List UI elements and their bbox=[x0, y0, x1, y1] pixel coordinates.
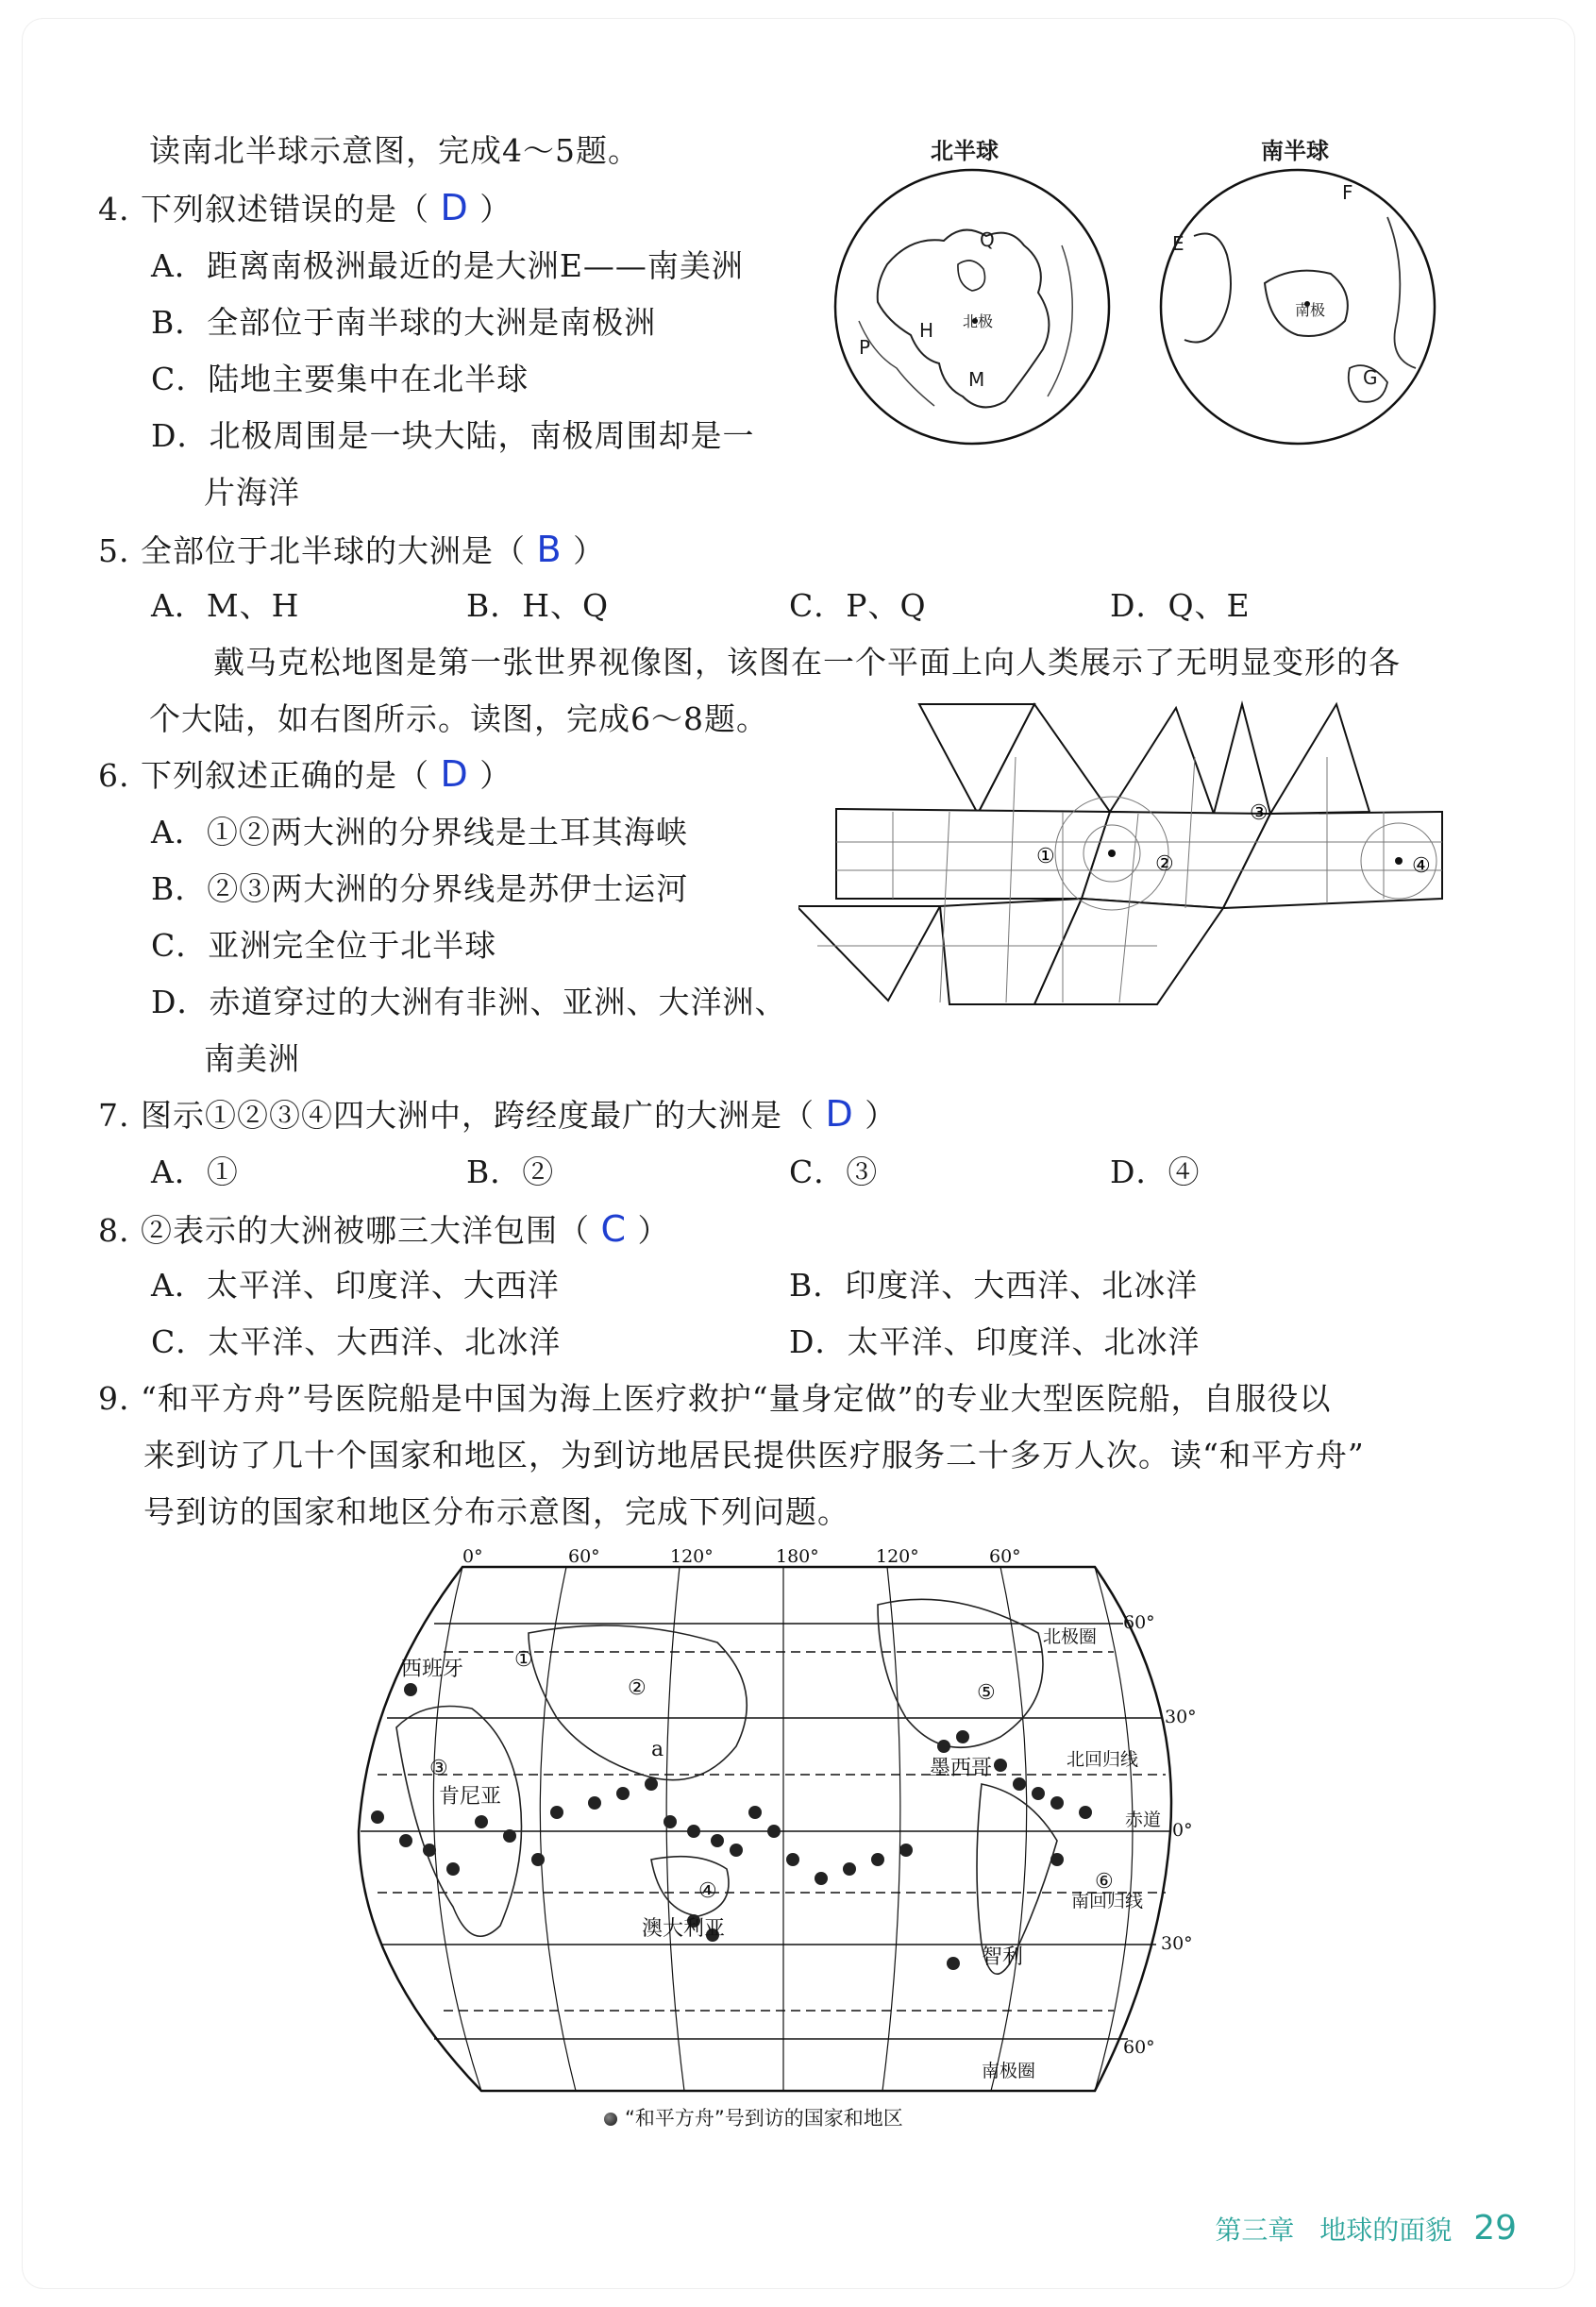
stem-close: ） bbox=[637, 1212, 670, 1249]
tropic-cancer-label: 北回归线 bbox=[1067, 1749, 1139, 1770]
visit-dot bbox=[843, 1862, 856, 1876]
visit-dot bbox=[730, 1844, 743, 1857]
dymaxion-map bbox=[798, 700, 1450, 1012]
option-b: B．② bbox=[466, 1154, 555, 1190]
visit-dot bbox=[786, 1853, 799, 1866]
option-a: A．① bbox=[151, 1154, 239, 1190]
visit-dot bbox=[937, 1740, 950, 1753]
visit-dot bbox=[550, 1806, 563, 1819]
visit-dot bbox=[767, 1825, 781, 1838]
visit-dot bbox=[748, 1806, 762, 1819]
visit-dot bbox=[1050, 1853, 1064, 1866]
lon-label-5: 60° bbox=[989, 1548, 1021, 1567]
stem-close: ） bbox=[479, 191, 512, 227]
lon-label-1: 60° bbox=[568, 1548, 600, 1567]
lat-label-60s: 60° bbox=[1123, 2037, 1155, 2058]
option-d: D．赤道穿过的大洲有非洲、亚洲、大洋洲、 bbox=[151, 984, 787, 1020]
visit-dot bbox=[616, 1787, 630, 1800]
place-label-kenya: 肯尼亚 bbox=[439, 1785, 502, 1809]
option-c: C．P、Q bbox=[789, 587, 927, 624]
question-9-line-2: 来到访了几十个国家和地区，为到访地居民提供医疗服务二十多万人次。读“和平方舟” bbox=[143, 1437, 1365, 1473]
legend-text: “和平方舟”号到访的国家和地区 bbox=[625, 2107, 903, 2130]
visit-dot bbox=[871, 1853, 884, 1866]
option-c: C．亚洲完全位于北半球 bbox=[151, 927, 497, 964]
option-d-continued: 南美洲 bbox=[204, 1040, 300, 1077]
visit-dot bbox=[1079, 1806, 1092, 1819]
option-a: A．距离南极洲最近的是大洲E——南美洲 bbox=[151, 247, 744, 284]
question-stem: 6. 下列叙述正确的是（ bbox=[98, 757, 429, 794]
visit-dot bbox=[531, 1853, 545, 1866]
region-label-4: ④ bbox=[1412, 854, 1431, 878]
page-number: 29 bbox=[1473, 2209, 1517, 2248]
north-hemisphere-title: 北半球 bbox=[931, 138, 999, 164]
tropic-capricorn-label: 南回归线 bbox=[1071, 1891, 1144, 1911]
visit-dot bbox=[899, 1844, 913, 1857]
south-label-e: E bbox=[1172, 232, 1184, 255]
intro-text-2-cont: 个大陆，如右图所示。读图，完成6～8题。 bbox=[149, 700, 768, 737]
option-c: C．陆地主要集中在北半球 bbox=[151, 361, 529, 397]
region-label-2: ② bbox=[1155, 852, 1174, 876]
south-hemisphere-title: 南半球 bbox=[1261, 138, 1329, 164]
option-b: B．印度洋、大西洋、北冰洋 bbox=[789, 1267, 1199, 1304]
region-label-3: ③ bbox=[1250, 801, 1268, 825]
option-c: C．太平洋、大西洋、北冰洋 bbox=[151, 1323, 562, 1360]
region-number-5: ⑤ bbox=[977, 1681, 996, 1705]
question-9-line-3: 号到访的国家和地区分布示意图，完成下列问题。 bbox=[143, 1493, 849, 1530]
stem-close: ） bbox=[573, 532, 606, 569]
stem-close: ） bbox=[865, 1097, 898, 1134]
intro-text-1: 读南北半球示意图，完成4～5题。 bbox=[149, 132, 640, 169]
question-7 bbox=[98, 1095, 897, 1135]
option-a: A．M、H bbox=[151, 587, 300, 624]
question-4 bbox=[98, 189, 512, 228]
visit-dot bbox=[664, 1815, 677, 1828]
question-9-line-1: 9. “和平方舟”号医院船是中国为海上医疗救护“量身定做”的专业大型医院船，自服役以 bbox=[98, 1380, 1332, 1417]
map-legend bbox=[604, 2103, 903, 2131]
visit-dot bbox=[687, 1825, 700, 1838]
lat-label-0: 0° bbox=[1172, 1820, 1193, 1841]
lon-label-2: 120° bbox=[670, 1548, 714, 1567]
option-b: B．全部位于南半球的大洲是南极洲 bbox=[151, 304, 657, 341]
visit-dot bbox=[1032, 1787, 1045, 1800]
visit-dot bbox=[475, 1815, 488, 1828]
question-stem: 7. 图示①②③④四大洲中，跨经度最广的大洲是（ bbox=[98, 1097, 815, 1134]
intro-text-2: 戴马克松地图是第一张世界视像图，该图在一个平面上向人类展示了无明显变形的各 bbox=[213, 644, 1401, 681]
answer-mark: B bbox=[536, 529, 563, 570]
hemisphere-figure bbox=[821, 132, 1444, 458]
lat-label-30n: 30° bbox=[1165, 1707, 1197, 1727]
option-b: B．②③两大洲的分界线是苏伊士运河 bbox=[151, 870, 689, 907]
antarctic-circle-label: 南极圈 bbox=[982, 2061, 1036, 2081]
question-stem: 5. 全部位于北半球的大洲是（ bbox=[98, 532, 526, 569]
visit-dot bbox=[404, 1683, 417, 1696]
option-c: C．③ bbox=[789, 1154, 879, 1190]
north-label-p: P bbox=[859, 336, 871, 359]
chapter-title: 地球的面貌 bbox=[1319, 2214, 1453, 2246]
place-label-mexico: 墨西哥 bbox=[930, 1757, 993, 1780]
option-a: A．太平洋、印度洋、大西洋 bbox=[151, 1267, 560, 1304]
option-d-continued: 片海洋 bbox=[204, 474, 300, 511]
lon-label-4: 120° bbox=[876, 1548, 919, 1567]
equator-label: 赤道 bbox=[1125, 1810, 1162, 1830]
place-label-spain: 西班牙 bbox=[401, 1658, 464, 1681]
answer-mark: C bbox=[600, 1208, 628, 1250]
visit-dot bbox=[503, 1829, 516, 1843]
option-b: B．H、Q bbox=[466, 587, 610, 624]
option-d: D．Q、E bbox=[1110, 587, 1251, 624]
region-number-1: ① bbox=[514, 1648, 533, 1672]
visit-dot bbox=[956, 1730, 969, 1743]
visit-dot-icon bbox=[604, 2113, 617, 2126]
south-label-g: G bbox=[1363, 366, 1378, 389]
visit-dot bbox=[1013, 1777, 1026, 1791]
stem-close: ） bbox=[479, 757, 512, 794]
region-number-2: ② bbox=[628, 1676, 647, 1700]
visit-dot bbox=[371, 1810, 384, 1824]
lon-label-3: 180° bbox=[776, 1548, 819, 1567]
option-d: D．北极周围是一块大陆，南极周围却是一 bbox=[151, 417, 755, 454]
region-number-6: ⑥ bbox=[1095, 1870, 1114, 1894]
region-number-4: ④ bbox=[698, 1879, 717, 1903]
question-stem: 4. 下列叙述错误的是（ bbox=[98, 191, 429, 227]
chapter-label: 第三章 bbox=[1215, 2214, 1295, 2246]
north-label-m: M bbox=[968, 368, 985, 391]
option-a: A．①②两大洲的分界线是土耳其海峡 bbox=[151, 814, 688, 850]
arctic-circle-label: 北极圈 bbox=[1043, 1626, 1098, 1647]
world-map bbox=[340, 1548, 1236, 2114]
visit-dot bbox=[588, 1796, 601, 1810]
visit-dot bbox=[1050, 1796, 1064, 1810]
north-label-q: Q bbox=[980, 228, 995, 251]
visit-dot bbox=[423, 1844, 436, 1857]
lat-label-30s: 30° bbox=[1161, 1933, 1193, 1954]
lat-label-60n: 60° bbox=[1123, 1612, 1155, 1633]
south-label-f: F bbox=[1342, 181, 1353, 204]
answer-mark: D bbox=[440, 753, 469, 795]
page-footer bbox=[1215, 2209, 1517, 2248]
answer-mark: D bbox=[440, 187, 469, 228]
visit-dot bbox=[947, 1957, 960, 1970]
north-label-pole: 北极 bbox=[963, 312, 994, 330]
region-label-1: ① bbox=[1036, 845, 1055, 868]
option-d: D．太平洋、印度洋、北冰洋 bbox=[789, 1323, 1201, 1360]
north-label-h: H bbox=[919, 319, 934, 342]
place-label-chile: 智利 bbox=[982, 1945, 1024, 1969]
visit-dot bbox=[645, 1777, 658, 1791]
answer-mark: D bbox=[825, 1093, 854, 1135]
option-d: D．④ bbox=[1110, 1154, 1201, 1190]
south-label-pole: 南极 bbox=[1295, 301, 1326, 319]
lon-label-0: 0° bbox=[462, 1548, 483, 1567]
question-stem: 8. ②表示的大洲被哪三大洋包围（ bbox=[98, 1212, 590, 1249]
question-6 bbox=[98, 755, 512, 795]
place-label-a: a bbox=[651, 1738, 664, 1761]
question-8 bbox=[98, 1210, 670, 1250]
visit-dot bbox=[815, 1872, 828, 1885]
visit-dot bbox=[399, 1834, 412, 1847]
visit-dot bbox=[446, 1862, 460, 1876]
question-5 bbox=[98, 530, 605, 570]
visit-dot bbox=[711, 1834, 724, 1847]
place-label-australia: 澳大利亚 bbox=[642, 1917, 726, 1941]
visit-dot bbox=[994, 1759, 1007, 1772]
region-number-3: ③ bbox=[429, 1757, 448, 1780]
